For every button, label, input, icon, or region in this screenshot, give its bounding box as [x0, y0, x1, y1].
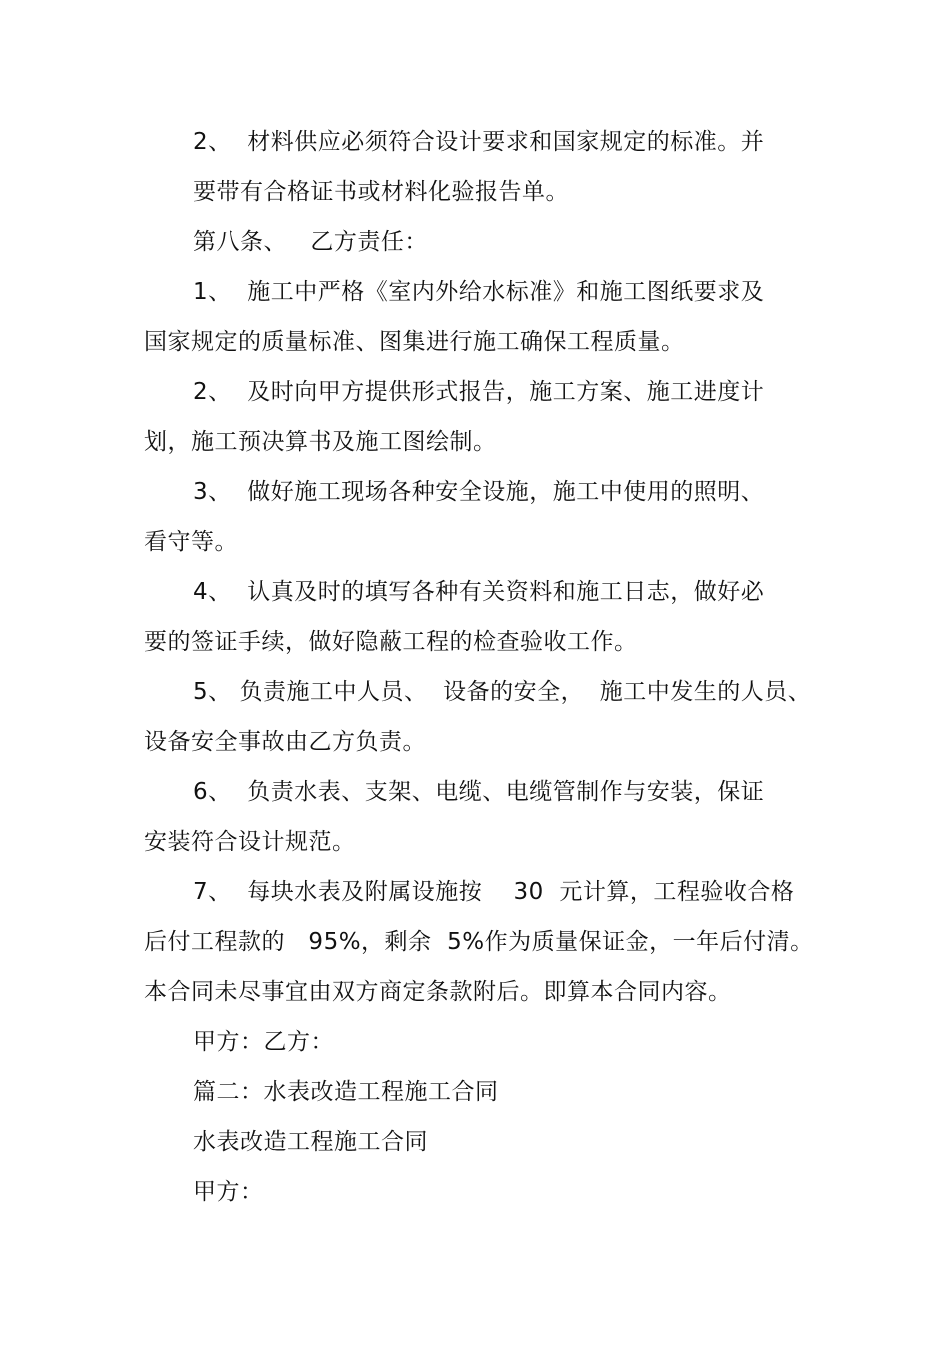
text-line-18: 本合同未尽事宜由双方商定条款附后。即算本合同内容。 — [144, 979, 732, 1005]
text-line-14: 6、 负责水表、支架、电缆、电缆管制作与安装，保证 — [193, 779, 765, 805]
text-line-8: 3、 做好施工现场各种安全设施，施工中使用的照明、 — [193, 479, 765, 505]
text-line-6: 2、 及时向甲方提供形式报告，施工方案、施工进度计 — [193, 379, 765, 405]
text-line-11: 要的签证手续，做好隐蔽工程的检查验收工作。 — [144, 629, 638, 655]
party-a-label: 甲方： — [193, 1179, 264, 1205]
text-line-9: 看守等。 — [144, 529, 238, 555]
text-line-5: 国家规定的质量标准、图集进行施工确保工程质量。 — [144, 329, 685, 355]
text-line-7: 划，施工预决算书及施工图绘制。 — [144, 429, 497, 455]
text-line-4: 1、 施工中严格《室内外给水标准》和施工图纸要求及 — [193, 279, 765, 305]
section-heading: 篇二：水表改造工程施工合同 — [193, 1079, 499, 1105]
text-line-16: 7、 每块水表及附属设施按 30 元计算，工程验收合格 — [193, 879, 795, 905]
contract-title: 水表改造工程施工合同 — [193, 1129, 428, 1155]
signature-parties: 甲方：乙方： — [193, 1029, 334, 1055]
article-heading: 第八条、 乙方责任： — [193, 229, 428, 255]
text-line-1: 2、 材料供应必须符合设计要求和国家规定的标准。并 — [193, 129, 765, 155]
text-line-2: 要带有合格证书或材料化验报告单。 — [193, 179, 569, 205]
text-line-13: 设备安全事故由乙方负责。 — [144, 729, 426, 755]
text-line-10: 4、 认真及时的填写各种有关资料和施工日志，做好必 — [193, 579, 765, 605]
text-line-12: 5、 负责施工中人员、 设备的安全， 施工中发生的人员、 — [193, 679, 812, 705]
text-line-15: 安装符合设计规范。 — [144, 829, 356, 855]
text-line-17: 后付工程款的 95%，剩余 5%作为质量保证金，一年后付清。 — [144, 929, 814, 955]
